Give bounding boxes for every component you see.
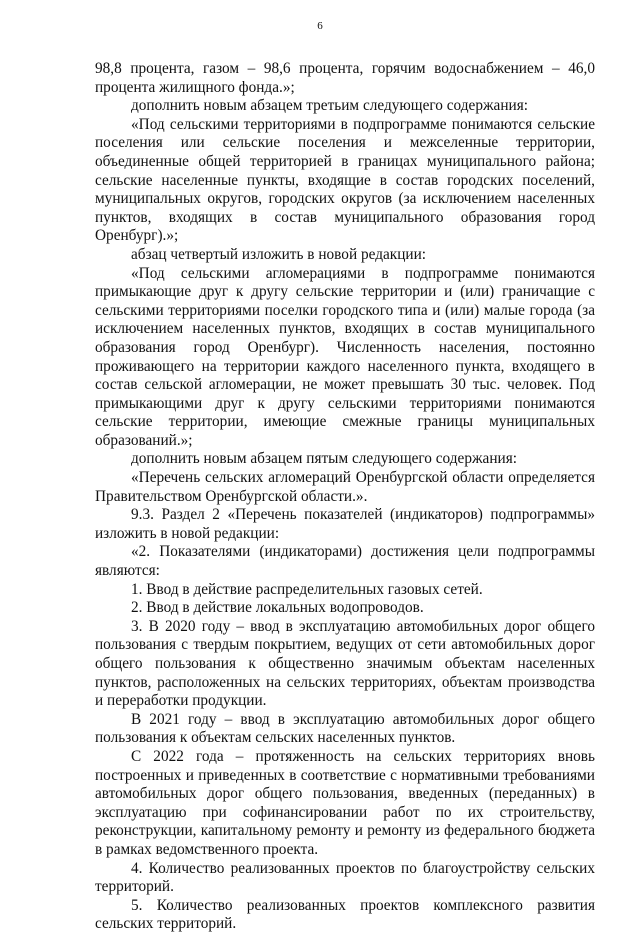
paragraph: 5. Количество реализованных проектов комплексного развития сельских территорий. bbox=[95, 896, 595, 933]
paragraph: дополнить новым абзацем третьим следующего содержания: bbox=[131, 97, 528, 115]
paragraph: «Перечень сельских агломераций Оренбургской области определяется Правительством Оренбургской области.». bbox=[95, 469, 595, 505]
page-number: 6 bbox=[317, 20, 323, 32]
paragraph: 3. В 2020 году – ввод в эксплуатацию автомобильных дорог общего пользования с твердым покрытием, ведущих от сети автомобильных дорог общего пользования к общественно значимым объектам населенных пунктов, расположенных на сельских территориях, объектам производства и переработки продукции. bbox=[95, 617, 595, 710]
paragraph: «Под сельскими агломерациями в подпрограмме понимаются примыкающие друг к другу сельские территории и (или) граничащие с сельскими территориями поселки городского типа и (или) малые города (за исключением населенных пунктов, входящих в состав муниципального образования город Оренбург). Численность населения, постоянно проживающего на территории каждого населенного пункта, входящего в состав сельской агломерации, не может превышать 30 тыс. человек. Под примыкающими друг к другу сельскими территориями понимаются сельские территории, имеющие смежные границы муниципальных образований.»; bbox=[95, 264, 595, 449]
paragraph: 98,8 процента, газом – 98,6 процента, горячим водоснабжением – 46,0 процента жилищного фонда.»; bbox=[95, 60, 595, 96]
document-body bbox=[95, 60, 595, 934]
paragraph: «Под сельскими территориями в подпрограмме понимаются сельские поселения или сельские поселения и межселенные территории, объединенные общей территорией в границах муниципального района; сельские населенные пункты, входящие в состав городских поселений, муниципальных округов, городских округов (за исключением населенных пунктов, входящих в состав муниципального образования город Оренбург).»; bbox=[95, 115, 595, 245]
paragraph: В 2021 году – ввод в эксплуатацию автомобильных дорог общего пользования к объектам сельских населенных пунктов. bbox=[95, 710, 595, 747]
paragraph: дополнить новым абзацем пятым следующего содержания: bbox=[131, 450, 518, 468]
paragraph: абзац четвертый изложить в новой редакции: bbox=[131, 245, 427, 263]
paragraph: 4. Количество реализованных проектов по благоустройству сельских территорий. bbox=[95, 859, 595, 896]
paragraph: «2. Показателями (индикаторами) достижения цели подпрограммы являются: bbox=[95, 543, 595, 580]
paragraph: 2. Ввод в действие локальных водопроводов. bbox=[131, 599, 424, 617]
paragraph: 9.3. Раздел 2 «Перечень показателей (индикаторов) подпрограммы» изложить в новой редакции: bbox=[95, 506, 595, 542]
paragraph: С 2022 года – протяженность на сельских территориях вновь построенных и приведенных в соответствие с нормативными требованиями автомобильных дорог общего пользования, введенных (переданных) в эксплуатацию при софинансировании работ по их строительству, реконструкции, капитальному ремонту и ремонту из федерального бюджета в рамках ведомственного проекта. bbox=[95, 747, 595, 858]
paragraph: 1. Ввод в действие распределительных газовых сетей. bbox=[131, 580, 483, 598]
